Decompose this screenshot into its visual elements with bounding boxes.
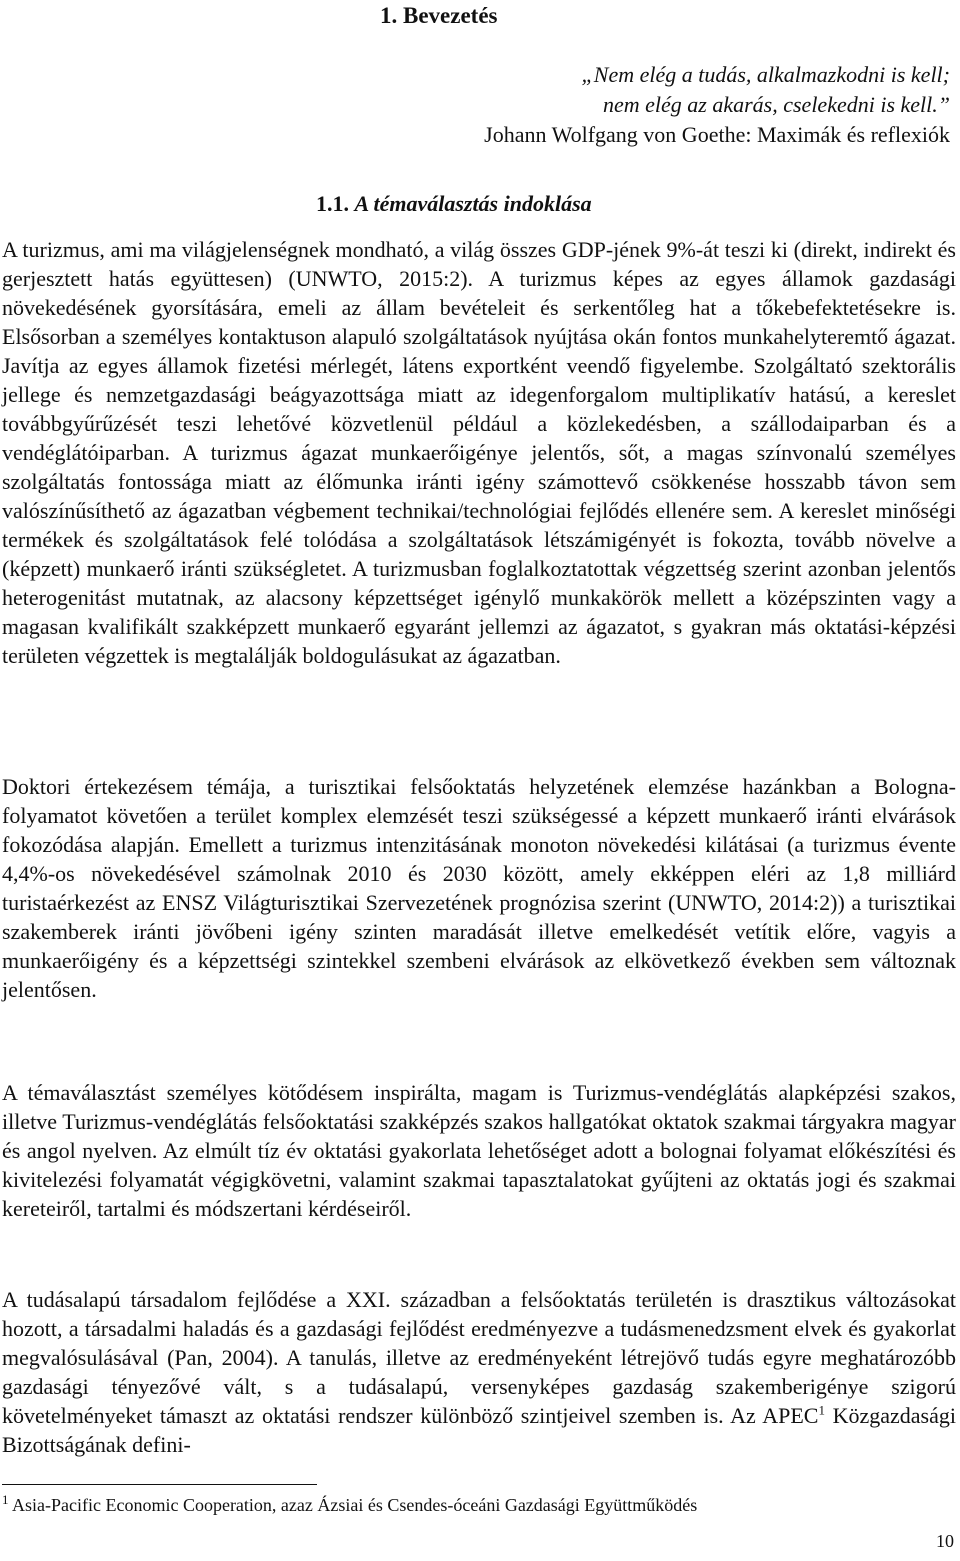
paragraph-3: A témaválasztást személyes kötődésem inspirálta, magam is Turizmus-vendéglátás alapképzési szakos, illetve Turizmus-vendéglátás felsőoktatási szakképzés szakos hallgatókat oktatok szakmai tárgyakra magyar és angol nyelven. Az elmúlt tíz év oktatási gyakorlata lehetőséget adott a bolognai folyamat előkészítési és kivitelezési folyamatát végigkövetni, valamint szakmai tapasztalatokat gyűjteni az oktatás jogi és szakmai kereteiről, tartalmi és módszertani kérdéseiről. [2, 1080, 956, 1221]
epigraph [484, 60, 950, 150]
footnote [2, 1493, 697, 1517]
section-title: A témaválasztás indoklása [354, 191, 592, 216]
paragraph-2: Doktori értekezésem témája, a turisztikai felsőoktatás helyzetének elemzése hazánkban a Bologna-folyamatot követően a terület komplex elemzését teszi szükségessé a képzett munkaerő iránti elvárások fokozódása alapján. Emellett a turizmus intenzitásának monoton növekedési kilátásai (a turizmus évente 4,4%-os növekedésével számolnak 2010 és 2030 között, amely ekképpen eléri az 1,8 milliárd turistaérkezést az ENSZ Világturisztikai Szervezetének prognózisa szerint (UNWTO, 2014:2)) a turisztikai szakemberek iránti jövőbeni igény szinten maradását illetve emelkedését vetítik előre, vagyis a munkaerőigény és a képzettségi szintekkel szembeni elvárások az elkövetkező években sem változnak jelentősen. [2, 774, 956, 1002]
paragraph-4-text: A tudásalapú társadalom fejlődése a XXI. században a felsőoktatás területén is drasztikus változásokat hozott, a társadalmi haladás és a gazdasági fejlődést eredményezve a tudásmenedzsment elvek és gyakorlat megvalósulásával (Pan, 2004). A tanulás, illetve az eredményeként létrejövő tudás egyre meghatározóbb gazdasági tényezővé vált, s a tudásalapú, versenyképes gazdaság szakemberigénye szigorú követelményeket támaszt az oktatási rendszer különböző szintjeivel szemben is. Az APEC [2, 1287, 956, 1428]
epigraph-line-1: „Nem elég a tudás, alkalmazkodni is kell; [581, 62, 950, 87]
paragraph-4 [2, 1285, 956, 1459]
paragraph-1: A turizmus, ami ma világjelenségnek mondható, a világ összes GDP-jének 9%-át teszi ki (direkt, indirekt és gerjesztett hatás együttesen) (UNWTO, 2015:2). A turizmus képes az egyes államok gazdasági növekedésének gyorsítására, emeli az állam bevételeit és serkentőleg hat a tőkebefektetésekre is. Elsősorban a személyes kontaktuson alapuló szolgáltatások nyújtása okán fontos munkahelyteremtő ágazat. Javítja az egyes államok fizetési mérlegét, látens exportként veendő figyelembe. Szolgáltató szektorális jellege és nemzetgazdasági beágyazottsága miatt az idegenforgalom multiplikatív hatású, a kereslet továbbgyűrűzését teszi lehetővé közvetlenül például a közlekedésben, a szállodaiparban és a vendéglátóiparban. A turizmus ágazat munkaerőigénye jelentős, sőt, a magas színvonalú személyes szolgáltatás fontossága miatt az élőmunka iránti igény számottevő csökkenése hosszabb távon sem valószínűsíthető az ágazatban végbement technikai/technológiai fejlődés ellenére sem. A kereslet minőségi termékek és szolgáltatások felé tolódása a szolgáltatások létszámigényét is fokozta, tovább növelve a (képzett) munkaerő iránti szükségletet. A turizmusban foglalkoztatottak végzettség szerint azonban jelentős heterogenitást mutatnak, az alacsony képzettséget igénylő munkakörök mellett a középszinten vagy a magasan kvalifikált szakképzett munkaerő egyaránt jellemzi az ágazatot, s gyakran más oktatási-képzési területen végzettek is megtalálják boldogulásukat az ágazatban. [2, 237, 956, 668]
footnote-marker: 1 [2, 1492, 9, 1507]
footnote-text: Asia-Pacific Economic Cooperation, azaz Ázsiai és Csendes-óceáni Gazdasági Együttműködés [8, 1495, 698, 1515]
section-number: 1.1. [316, 191, 349, 216]
footnote-divider [2, 1484, 317, 1485]
footnote-reference[interactable]: 1 [818, 1402, 825, 1418]
page-number: 10 [936, 1531, 954, 1551]
epigraph-line-2: nem elég az akarás, cselekedni is kell.” [602, 92, 950, 117]
section-heading [316, 190, 592, 218]
paragraph-4-text-end: Közgazdasági Bizottságának defini- [2, 1403, 956, 1457]
chapter-heading: 1. Bevezetés [380, 3, 498, 28]
epigraph-source: Johann Wolfgang von Goethe: Maximák és reflexiók [484, 122, 950, 147]
